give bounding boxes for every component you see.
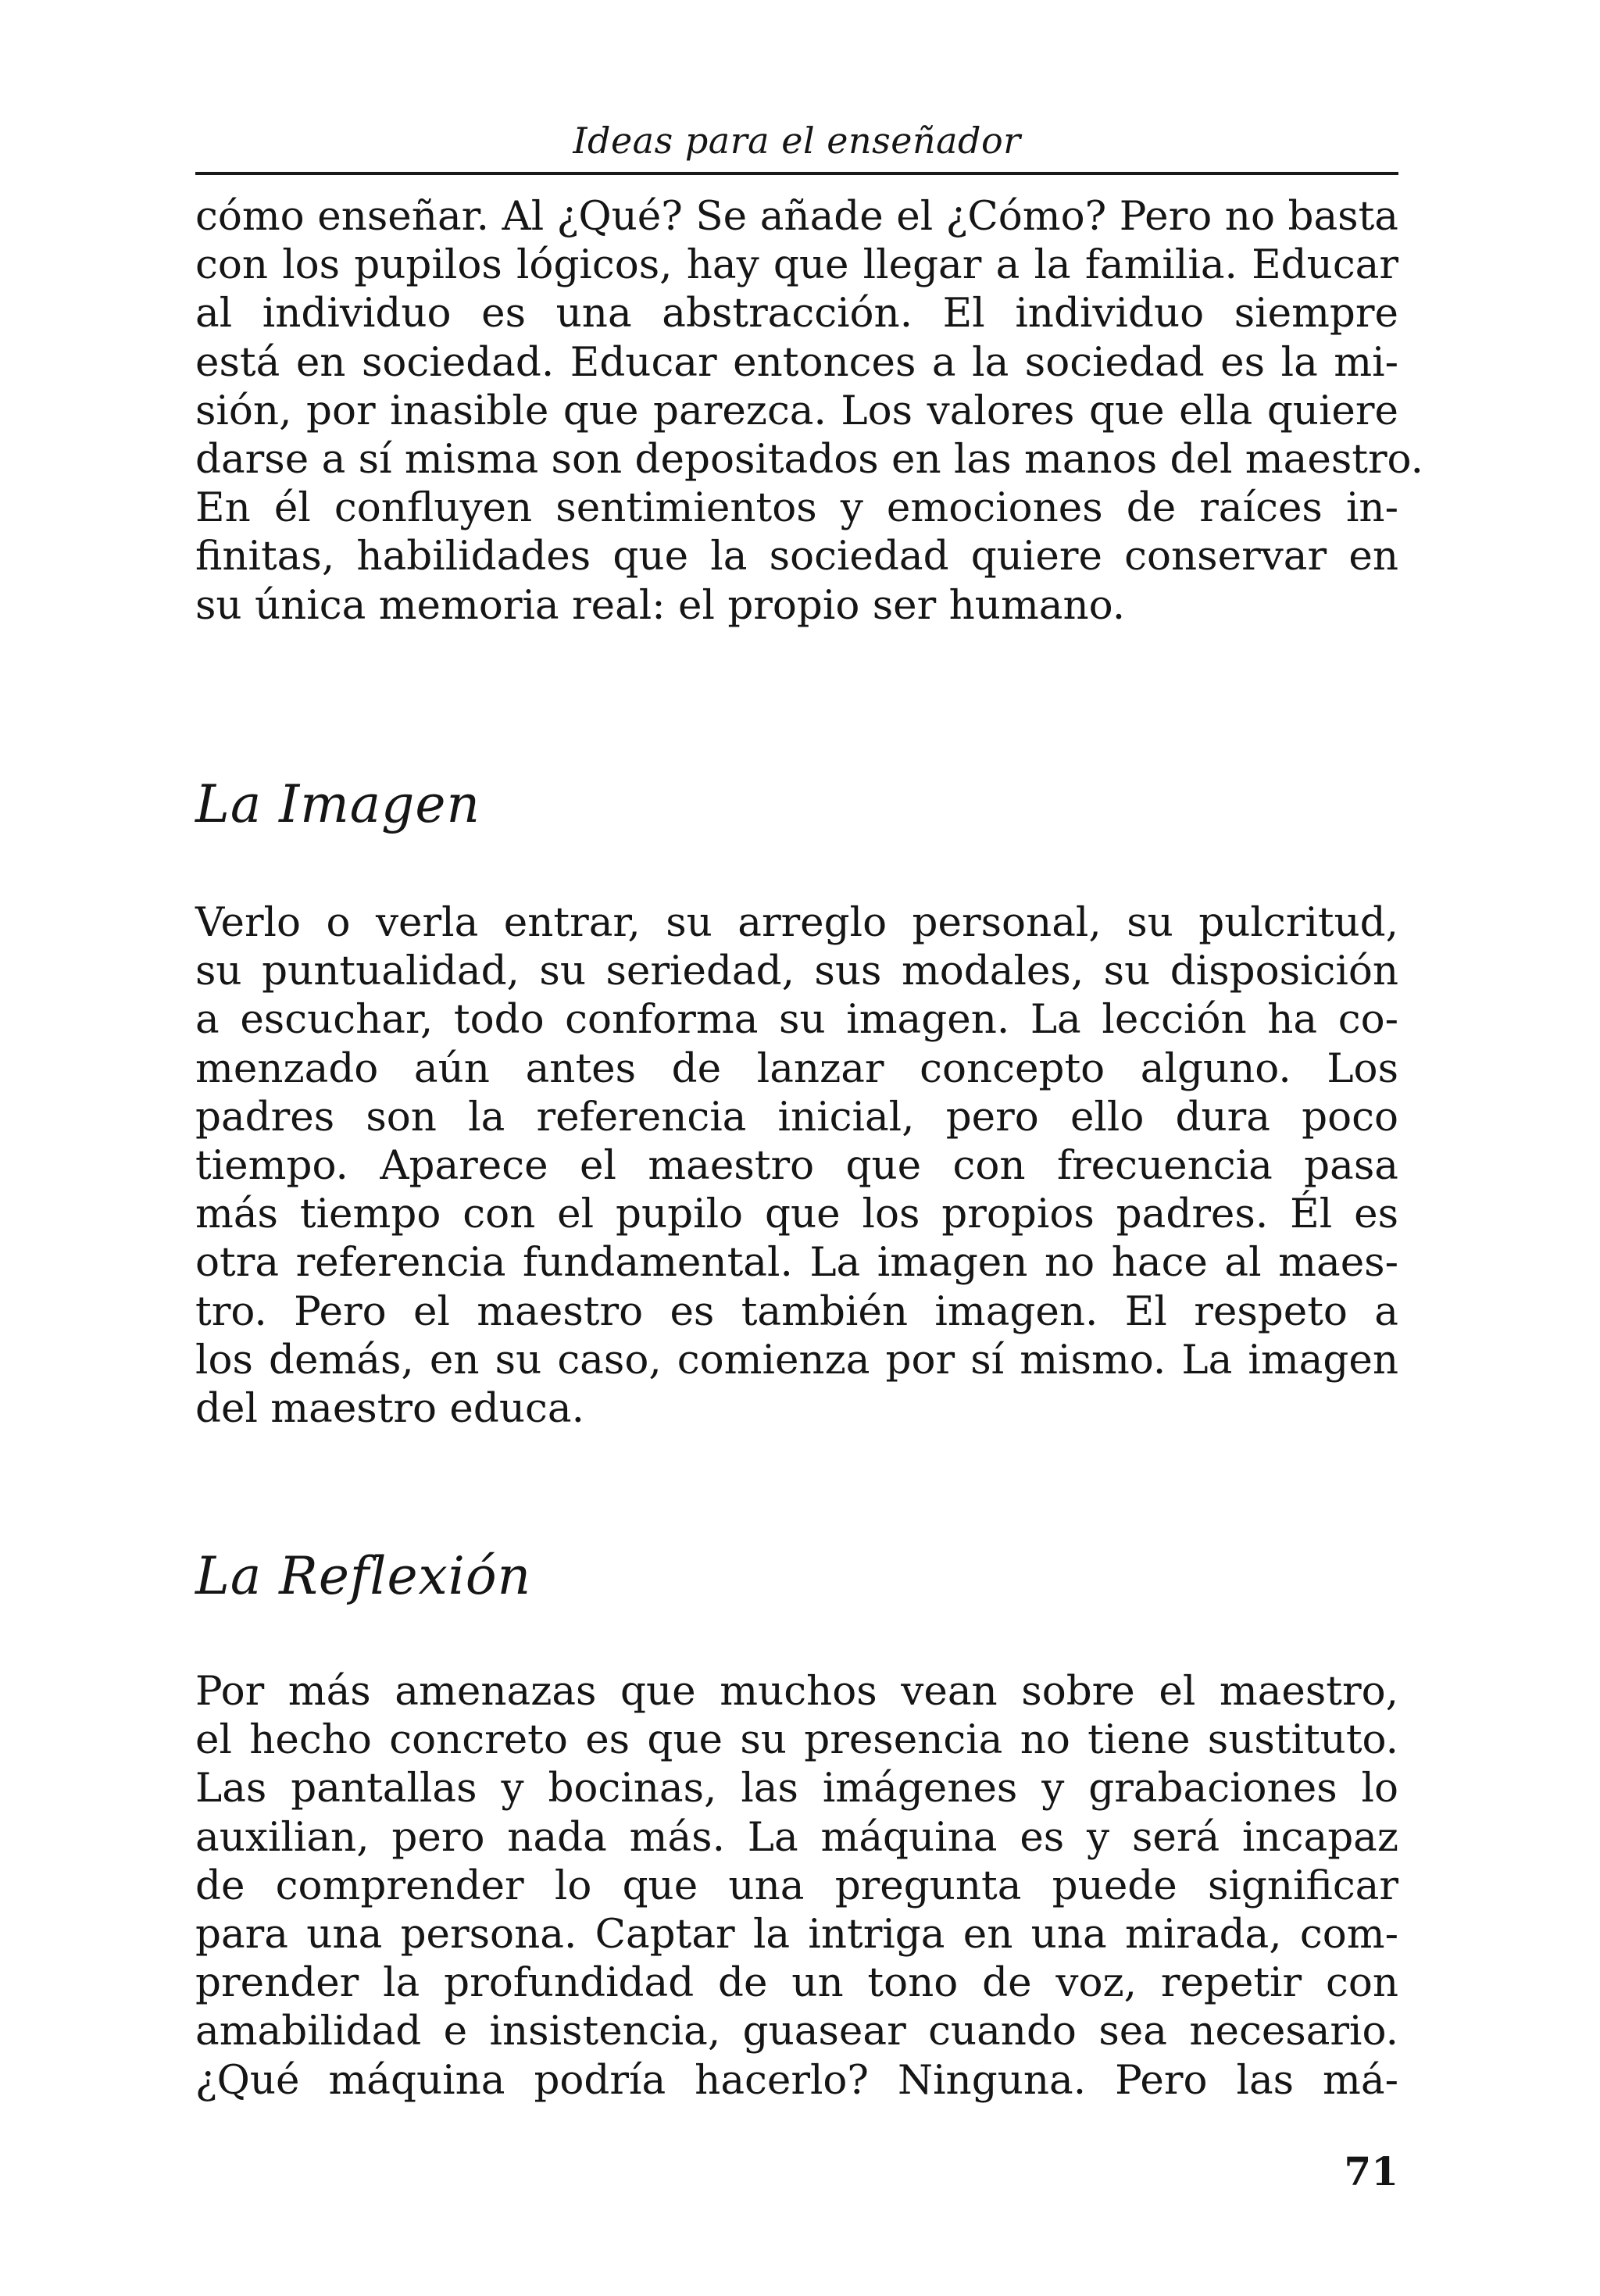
text-line: Verlo o verla entrar, su arreglo personal, su pulcritud, (195, 899, 1398, 946)
section-paragraph-la-imagen (195, 898, 1398, 1433)
header-rule (195, 172, 1398, 175)
text-line: el hecho concreto es que su presencia no tiene sustituto. (195, 1716, 1398, 1764)
intro-paragraph (195, 192, 1424, 630)
text-line: En él confluyen sentimientos y emociones de raíces in- (195, 484, 1398, 532)
text-line: su puntualidad, su seriedad, sus modales, su disposición (195, 948, 1398, 995)
text-line: de comprender lo que una pregunta puede significar (195, 1862, 1398, 1909)
text-line: está en sociedad. Educar entonces a la sociedad es la mi- (195, 338, 1398, 386)
text-line: a escuchar, todo conforma su imagen. La lección ha co- (195, 996, 1398, 1044)
section-heading-la-reflexion: La Reflexión (195, 1546, 532, 1606)
text-line: Las pantallas y bocinas, las imágenes y grabaciones lo (195, 1765, 1398, 1812)
text-line: del maestro educa. (195, 1385, 584, 1433)
text-line: para una persona. Captar la intriga en una mirada, com- (195, 1911, 1398, 1959)
text-line: con los pupilos lógicos, hay que llegar a la familia. Educar (195, 241, 1398, 289)
text-line: cómo enseñar. Al ¿Qué? Se añade el ¿Cómo? Pero no basta (195, 193, 1398, 240)
page-number: 71 (1344, 2148, 1398, 2194)
text-line: finitas, habilidades que la sociedad quiere conservar en (195, 533, 1398, 580)
text-line: amabilidad e insistencia, guasear cuando sea necesario. (195, 2008, 1398, 2055)
text-line: tiempo. Aparece el maestro que con frecuencia pasa (195, 1142, 1398, 1190)
text-line: prender la profundidad de un tono de voz, repetir con (195, 1959, 1398, 2007)
text-line: ¿Qué máquina podría hacerlo? Ninguna. Pero las má- (195, 2056, 1398, 2104)
text-line: darse a sí misma son depositados en las manos del maestro. (195, 436, 1424, 484)
text-line: otra referencia fundamental. La imagen no hace al maes- (195, 1239, 1398, 1287)
text-line: menzado aún antes de lanzar concepto alguno. Los (195, 1044, 1398, 1092)
text-line: sión, por inasible que parezca. Los valores que ella quiere (195, 387, 1398, 434)
running-head-title: Ideas para el enseñador (573, 120, 1021, 162)
section-heading-la-imagen: La Imagen (195, 774, 480, 834)
text-line: al individuo es una abstracción. El individuo siempre (195, 290, 1398, 337)
text-line: tro. Pero el maestro es también imagen. El respeto a (195, 1287, 1398, 1335)
text-line: más tiempo con el pupilo que los propios padres. Él es (195, 1191, 1398, 1238)
text-line: Por más amenazas que muchos vean sobre el maestro, (195, 1668, 1398, 1715)
text-line: padres son la referencia inicial, pero ello dura poco (195, 1093, 1398, 1141)
text-line: su única memoria real: el propio ser humano. (195, 581, 1126, 629)
section-paragraph-la-reflexion (195, 1667, 1398, 2105)
text-line: auxilian, pero nada más. La máquina es y será incapaz (195, 1813, 1398, 1861)
text-line: los demás, en su caso, comienza por sí mismo. La imagen (195, 1336, 1398, 1384)
